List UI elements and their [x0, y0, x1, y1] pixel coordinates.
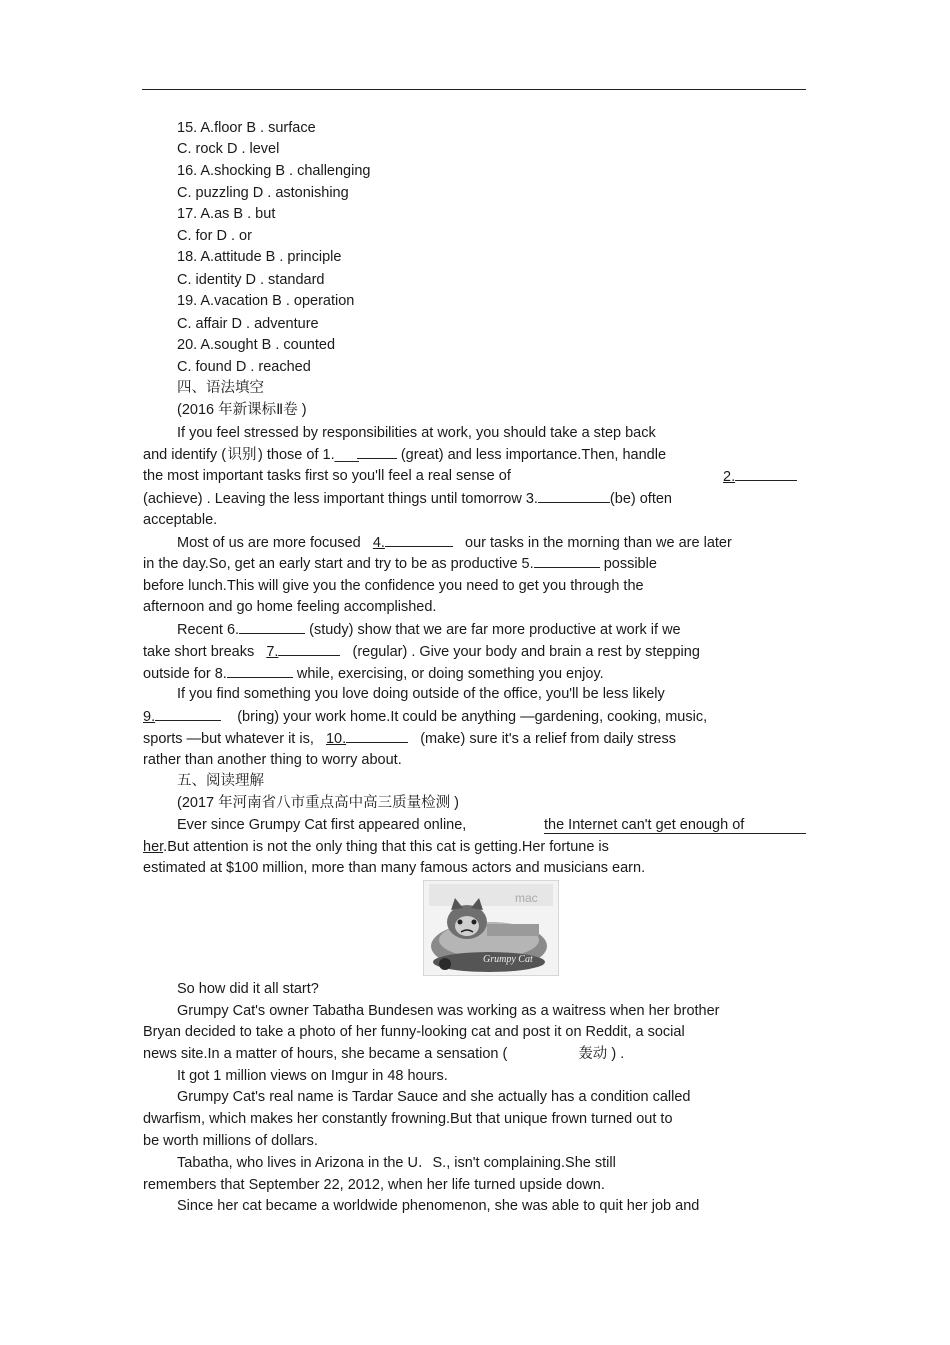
- grammar-p1-line1: If you feel stressed by responsibilities at work, you should take a step back: [177, 425, 656, 441]
- reading-p2: So how did it all start?: [177, 981, 319, 997]
- mc-19-line2: C. affair D . adventure: [177, 316, 319, 332]
- reading-p5-line2: dwarfism, which makes her constantly frowning.But that unique frown turned out to: [143, 1111, 673, 1127]
- text: (regular) . Give your body and brain a rest by stepping: [352, 644, 700, 660]
- grammar-p4-line4: rather than another thing to worry about.: [143, 752, 402, 768]
- reading-p1-line2: [143, 838, 806, 856]
- mc-18-line1: 18. A.attitude B . principle: [177, 249, 342, 265]
- text: while, exercising, or doing something you enjoy.: [296, 666, 604, 682]
- blank-7[interactable]: [278, 642, 340, 656]
- mc-16-line2: C. puzzling D . astonishing: [177, 185, 349, 201]
- text: (make) sure it's a relief from daily stress: [420, 731, 676, 747]
- gloss: 轰动: [578, 1046, 608, 1062]
- text: news site.In a matter of hours, she became a sensation (: [143, 1046, 508, 1062]
- grammar-p3-line2: [143, 642, 806, 661]
- grammar-p1-line4: [143, 489, 806, 508]
- text: Most of us are more focused: [177, 535, 361, 551]
- blank-4[interactable]: [385, 533, 453, 547]
- blank-2-group: [723, 467, 806, 486]
- grammar-p3-line1: [177, 620, 806, 639]
- grammar-p1-line2: [143, 445, 806, 464]
- blank-9-number: 9.: [143, 709, 156, 725]
- figure-text-grumpy: Grumpy Cat: [483, 954, 533, 965]
- reading-p1-line3: estimated at $100 million, more than many famous actors and musicians earn.: [143, 860, 646, 876]
- grammar-p2-line2: [143, 554, 806, 573]
- section4-source: (2016 年新课标Ⅱ卷 ): [177, 402, 307, 418]
- reading-p6-line2: remembers that September 22, 2012, when her life turned upside down.: [143, 1177, 605, 1193]
- grammar-p2-line4: afternoon and go home feeling accomplished.: [143, 599, 437, 615]
- blank-9[interactable]: [155, 707, 221, 721]
- section5-heading: 五、阅读理解: [177, 773, 264, 789]
- text: (study) show that we are far more productive at work if we: [309, 622, 681, 638]
- reading-p3-line1: Grumpy Cat's owner Tabatha Bundesen was working as a waitress when her brother: [177, 1003, 720, 1019]
- mc-17-line1: 17. A.as B . but: [177, 206, 276, 222]
- grammar-p2-line1: [177, 533, 806, 552]
- blank-10-number: 10.: [325, 731, 347, 747]
- grumpy-cat-image: [423, 880, 559, 976]
- grammar-p2-line3: before lunch.This will give you the confidence you need to get you through the: [143, 578, 644, 594]
- blank-10[interactable]: [346, 729, 408, 743]
- underlined-phrase-2: her: [143, 839, 164, 855]
- blank-6[interactable]: [239, 620, 305, 634]
- reading-p7-line1: Since her cat became a worldwide phenomenon, she was able to quit her job and: [177, 1198, 700, 1214]
- text: in the day.So, get an early start and try to be as productive 5.: [143, 556, 534, 572]
- blank-4-number: 4.: [372, 535, 385, 551]
- mc-20-line2: C. found D . reached: [177, 359, 311, 375]
- text: .But attention is not the only thing that this cat is getting.Her fortune is: [163, 839, 609, 855]
- underlined-phrase-1: the Internet can't get enough of: [544, 816, 806, 834]
- grammar-p3-line3: [143, 664, 806, 683]
- grammar-p4-line1: If you find something you love doing outside of the office, you'll be less likely: [177, 686, 665, 702]
- text: ) those of 1.___: [258, 447, 363, 463]
- reading-p6-line1: Tabatha, who lives in Arizona in the U．S., isn't complaining.She still: [177, 1155, 616, 1171]
- reading-p5-line1: Grumpy Cat's real name is Tardar Sauce and she actually has a condition called: [177, 1089, 691, 1105]
- section4-heading: 四、语法填空: [177, 380, 264, 396]
- text: and identify (: [143, 447, 227, 463]
- text: Recent 6.: [177, 622, 240, 638]
- text: (great) and less importance.Then, handle: [396, 447, 667, 463]
- figure-text-mac: mac: [515, 891, 538, 905]
- blank-8[interactable]: [227, 664, 293, 678]
- text: possible: [603, 556, 657, 572]
- blank-3[interactable]: [538, 489, 610, 503]
- text: take short breaks: [143, 644, 255, 660]
- grammar-p1-line3: the most important tasks first so you'll feel a real sense of: [143, 468, 511, 484]
- text: (be) often: [609, 491, 672, 507]
- blank-5[interactable]: [534, 554, 600, 568]
- grammar-p4-line3: [143, 729, 806, 748]
- grammar-p1-line5: acceptable.: [143, 512, 218, 528]
- reading-p3-line2: Bryan decided to take a photo of her funny-looking cat and post it on Reddit, a social: [143, 1024, 685, 1040]
- mc-17-line2: C. for D . or: [177, 228, 252, 244]
- blank-1[interactable]: [357, 445, 397, 459]
- header-rule: [142, 89, 806, 90]
- mc-19-line1: 19. A.vacation B . operation: [177, 293, 355, 309]
- gloss: 识别: [227, 447, 257, 463]
- text: (bring) your work home.It could be anything —gardening, cooking, music,: [237, 709, 708, 725]
- blank-2-number: 2.: [723, 469, 736, 485]
- blank-7-number: 7.: [266, 644, 279, 660]
- reading-p5-line3: be worth millions of dollars.: [143, 1133, 318, 1149]
- mc-16-line1: 16. A.shocking B . challenging: [177, 163, 371, 179]
- blank-2[interactable]: [735, 467, 797, 481]
- text: ) .: [611, 1046, 625, 1062]
- grammar-p4-line2: [143, 707, 806, 726]
- mc-15-line1: 15. A.floor B . surface: [177, 120, 316, 136]
- text: our tasks in the morning than we are later: [465, 535, 732, 551]
- text: outside for 8.: [143, 666, 227, 682]
- reading-p3-line3: [143, 1045, 806, 1063]
- mc-15-line2: C. rock D . level: [177, 141, 280, 157]
- section5-source: (2017 年河南省八市重点高中高三质量检测 ): [177, 795, 459, 811]
- text: (achieve) . Leaving the less important things until tomorrow 3.: [143, 491, 538, 507]
- reading-p4: It got 1 million views on Imgur in 48 hours.: [177, 1068, 448, 1084]
- text: Ever since Grumpy Cat first appeared online,: [177, 817, 467, 833]
- mc-18-line2: C. identity D . standard: [177, 272, 325, 288]
- text: sports —but whatever it is,: [143, 731, 314, 747]
- mc-20-line1: 20. A.sought B . counted: [177, 337, 336, 353]
